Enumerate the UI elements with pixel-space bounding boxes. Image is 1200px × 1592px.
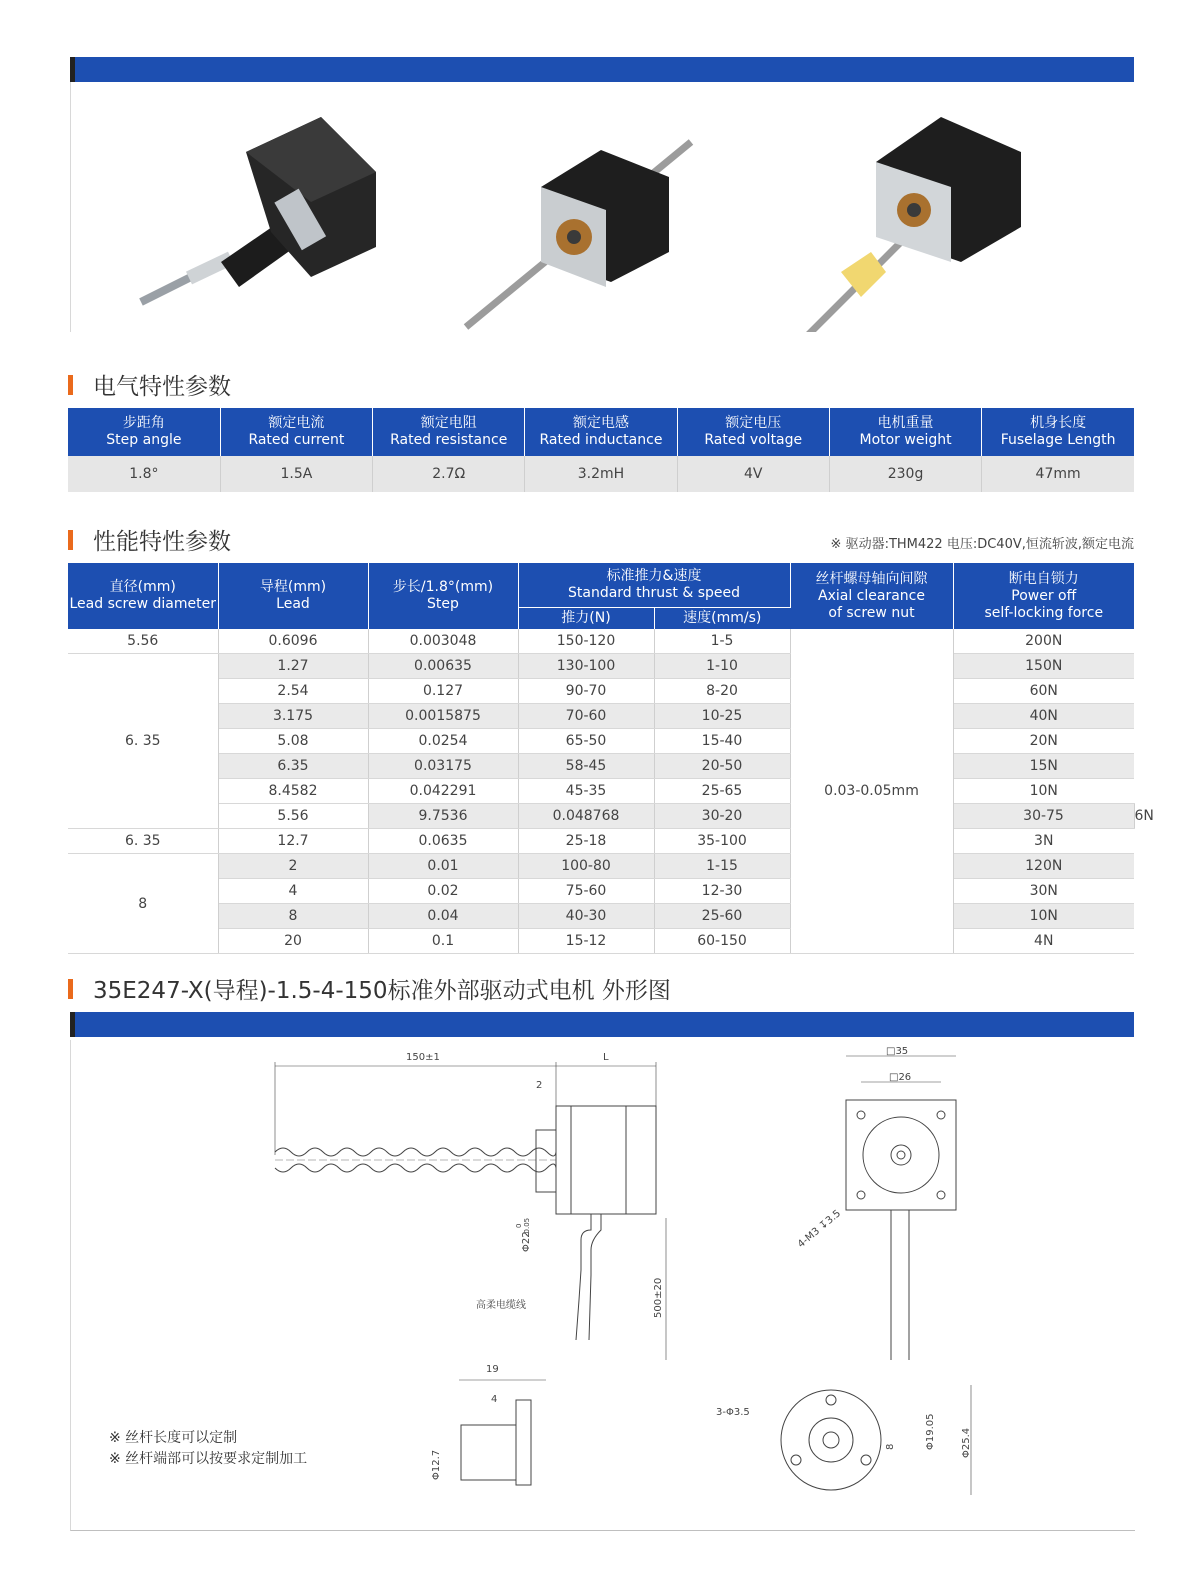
cell-thrust: 65-50 (518, 729, 654, 754)
cell-lock: 30N (953, 879, 1134, 904)
cell-lock: 150N (953, 654, 1134, 679)
th-motor-weight: 电机重量 Motor weight (829, 408, 981, 456)
th-rated-resistance: 额定电阻 Rated resistance (373, 408, 525, 456)
cell-step: 0.048768 (518, 804, 654, 829)
table-row (68, 729, 1134, 754)
th-axial: 丝杆螺母轴向间隙 Axial clearance of screw nut (790, 563, 953, 629)
th-step-angle: 步距角 Step angle (68, 408, 220, 456)
cell-thrust: 150-120 (518, 629, 654, 654)
table-row (68, 779, 1134, 804)
front-view (796, 1046, 956, 1360)
cell-speed: 60-150 (654, 929, 790, 954)
th-rated-inductance: 额定电感 Rated inductance (525, 408, 677, 456)
table-row (68, 754, 1134, 779)
cell-lead: 2 (218, 854, 368, 879)
table-row (68, 929, 1134, 954)
cell-speed: 8-20 (654, 679, 790, 704)
cell-lead: 6.35 (218, 754, 368, 779)
th-thrust: 推力(N) (518, 607, 654, 629)
motor-photo-1 (141, 117, 376, 302)
th-standard: 标准推力&速度 Standard thrust & speed (518, 563, 790, 607)
cell-diameter: 5.56 (218, 804, 368, 829)
cell-lock: 200N (953, 629, 1134, 654)
dim-nut-pcd: Φ19.05 (925, 1413, 936, 1450)
cell-step: 0.04 (368, 904, 518, 929)
cell-lead: 2.54 (218, 679, 368, 704)
cell-thrust: 15-12 (518, 929, 654, 954)
dim-flange-gap: 2 (536, 1080, 543, 1091)
product-photos (70, 82, 1135, 332)
cell-step: 0.00635 (368, 654, 518, 679)
cell-lead: 4 (218, 879, 368, 904)
cell-step: 0.127 (368, 679, 518, 704)
cell-lead: 9.7536 (368, 804, 518, 829)
cell-lead: 0.6096 (218, 629, 368, 654)
cell-speed: 25-60 (654, 904, 790, 929)
performance-table (68, 563, 1154, 954)
elec-section-title (68, 368, 231, 401)
cell-lead: 1.27 (218, 654, 368, 679)
value-rated-current: 1.5A (220, 456, 372, 492)
cell-thrust: 40-30 (518, 904, 654, 929)
cell-step: 0.01 (368, 854, 518, 879)
th-rated-voltage: 额定电压 Rated voltage (677, 408, 829, 456)
table-row (68, 456, 1134, 492)
cell-lock: 40N (953, 704, 1134, 729)
table-row (68, 654, 1134, 679)
table-row (68, 704, 1134, 729)
dim-boss-tol-lo: -0.05 (523, 1217, 531, 1236)
title-marker (68, 530, 73, 550)
value-step-angle: 1.8° (68, 456, 220, 492)
side-view (275, 1052, 666, 1360)
cell-speed: 10-25 (654, 704, 790, 729)
drawing-section-title (68, 972, 671, 1005)
th-lock: 断电自锁力 Power off self-locking force (953, 563, 1134, 629)
th-step: 步长/1.8°(mm) Step (368, 563, 518, 629)
dim-boss-tol-hi: 0 (515, 1223, 523, 1228)
th-lead: 导程(mm) Lead (218, 563, 368, 629)
table-row: 5.56 9.7536 0.048768 30-20 30-75 6N (68, 804, 1134, 829)
cell-thrust: 70-60 (518, 704, 654, 729)
perf-section-title (68, 523, 231, 556)
cell-speed: 15-40 (654, 729, 790, 754)
dim-boss-diameter: Φ22 (521, 1231, 532, 1252)
drawing-title: 35E247-X(导程)-1.5-4-150标准外部驱动式电机 外形图 (93, 978, 671, 1004)
elec-title: 电气特性参数 (93, 374, 231, 400)
cell-lead: 8.4582 (218, 779, 368, 804)
cell-lock: 60N (953, 679, 1134, 704)
cell-step: 0.042291 (368, 779, 518, 804)
cell-thrust: 90-70 (518, 679, 654, 704)
value-rated-resistance: 2.7Ω (373, 456, 525, 492)
dim-nut-length: 19 (486, 1364, 499, 1375)
cell-lock: 120N (953, 854, 1134, 879)
cell-lock: 3N (953, 829, 1134, 854)
cell-speed: 1-10 (654, 654, 790, 679)
cell-lock: 10N (953, 779, 1134, 804)
cell-lead: 12.7 (218, 829, 368, 854)
cell-diameter: 6. 35 (68, 654, 218, 829)
table-row (68, 829, 1134, 854)
cell-diameter: 5.56 (68, 629, 218, 654)
th-diameter: 直径(mm) Lead screw diameter (68, 563, 218, 629)
dim-nut-offset: 8 (885, 1443, 896, 1450)
cell-lead: 3.175 (218, 704, 368, 729)
cell-speed: 25-65 (654, 779, 790, 804)
value-fuselage-length: 47mm (982, 456, 1134, 492)
cell-diameter: 6. 35 (68, 829, 218, 854)
cell-lead: 8 (218, 904, 368, 929)
cell-step: 0.0254 (368, 729, 518, 754)
cell-lead: 5.08 (218, 729, 368, 754)
cell-lock: 4N (953, 929, 1134, 954)
cell-axial: 0.03-0.05mm (790, 629, 953, 954)
table-row (68, 879, 1134, 904)
title-marker (68, 375, 73, 395)
cell-lock: 15N (953, 754, 1134, 779)
motor-photo-3 (806, 117, 1021, 332)
drawing-notes (109, 1428, 307, 1470)
cell-lock: 20N (953, 729, 1134, 754)
cell-speed: 35-100 (654, 829, 790, 854)
outline-drawing (70, 1040, 1135, 1531)
cell-thrust: 30-20 (654, 804, 790, 829)
cell-thrust: 100-80 (518, 854, 654, 879)
cell-speed: 30-75 (953, 804, 1134, 829)
drawing-header-bar (70, 1012, 1134, 1037)
dim-nut-holes: 3-Φ3.5 (716, 1407, 750, 1418)
dim-screw-length: 150±1 (406, 1052, 440, 1063)
note-item: ※ 丝杆长度可以定制 (109, 1430, 238, 1446)
dim-nut-flange: 4 (491, 1394, 498, 1405)
value-rated-voltage: 4V (677, 456, 829, 492)
cell-lead: 20 (218, 929, 368, 954)
electrical-table (68, 408, 1134, 492)
cell-step: 0.03175 (368, 754, 518, 779)
cell-thrust: 45-35 (518, 779, 654, 804)
cell-thrust: 75-60 (518, 879, 654, 904)
dim-nut-od: Φ25.4 (961, 1427, 972, 1458)
driver-note: ※ 驱动器:THM422 电压:DC40V,恒流斩波,额定电流 (830, 537, 1134, 552)
cable-label: 高柔电缆线 (476, 1300, 526, 1311)
cell-step: 0.0015875 (368, 704, 518, 729)
value-rated-inductance: 3.2mH (525, 456, 677, 492)
dim-nut-diameter: Φ12.7 (431, 1449, 442, 1480)
nut-side-view (431, 1364, 546, 1485)
dim-square-outer: □35 (886, 1046, 909, 1057)
motor-photos-image (71, 82, 1135, 332)
motor-photo-2 (466, 142, 691, 327)
dim-square-inner: □26 (889, 1072, 912, 1083)
th-fuselage-length: 机身长度 Fuselage Length (982, 408, 1134, 456)
table-row (68, 679, 1134, 704)
cell-step: 0.02 (368, 879, 518, 904)
cell-speed: 12-30 (654, 879, 790, 904)
cell-diameter: 8 (68, 854, 218, 954)
cell-speed: 20-50 (654, 754, 790, 779)
nut-front-view (716, 1385, 972, 1495)
dim-motor-length: L (603, 1052, 609, 1063)
cell-speed: 1-5 (654, 629, 790, 654)
cell-thrust: 25-18 (518, 829, 654, 854)
title-marker (68, 979, 73, 999)
cell-lock: 10N (953, 904, 1134, 929)
cell-thrust: 130-100 (518, 654, 654, 679)
cell-step: 0.1 (368, 929, 518, 954)
table-row (68, 629, 1134, 654)
cell-step: 0.0635 (368, 829, 518, 854)
note-item: ※ 丝杆端部可以按要求定制加工 (109, 1451, 308, 1467)
dim-mount-holes: 4-M3 ↧3.5 (795, 1208, 844, 1251)
value-motor-weight: 230g (829, 456, 981, 492)
th-speed: 速度(mm/s) (654, 607, 790, 629)
th-rated-current: 额定电流 Rated current (220, 408, 372, 456)
header-bar (70, 57, 1134, 82)
table-row (68, 854, 1134, 879)
cell-thrust: 58-45 (518, 754, 654, 779)
cell-speed: 1-15 (654, 854, 790, 879)
table-row (68, 904, 1134, 929)
dim-cable-length: 500±20 (653, 1277, 664, 1318)
perf-title: 性能特性参数 (93, 529, 231, 555)
cell-step: 0.003048 (368, 629, 518, 654)
